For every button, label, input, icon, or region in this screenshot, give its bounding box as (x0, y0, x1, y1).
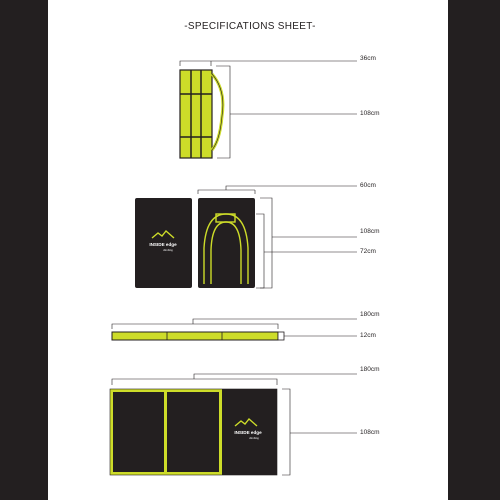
front-inner-height-label: 72cm (360, 248, 376, 255)
front-height-label: 108cm (360, 228, 380, 235)
open-pad-edge (112, 332, 278, 340)
side-height-label: 108cm (360, 110, 380, 117)
front-width-label: 60cm (360, 182, 376, 189)
shoulder-strap (212, 74, 223, 150)
logo-tagline-2: climbing (249, 437, 259, 440)
top-length-label: 180cm (360, 311, 380, 318)
front-panel (198, 198, 255, 288)
side-depth-label: 36cm (360, 55, 376, 62)
top-thickness-label: 12cm (360, 332, 376, 339)
logo-brand: INSIDE edge (149, 242, 177, 247)
open-length-label: 180cm (360, 366, 380, 373)
logo-brand-2: INSIDE edge (234, 430, 262, 435)
open-view (110, 374, 357, 475)
logo-tagline: climbing (163, 249, 173, 252)
top-view (112, 319, 357, 340)
folded-pad-body (180, 70, 212, 158)
panel-middle (167, 392, 219, 472)
open-height-label: 108cm (360, 429, 380, 436)
front-back-view (135, 186, 357, 288)
folded-side-view (180, 61, 357, 158)
page-title: -SPECIFICATIONS SHEET- (184, 21, 316, 32)
panel-left (113, 392, 164, 472)
